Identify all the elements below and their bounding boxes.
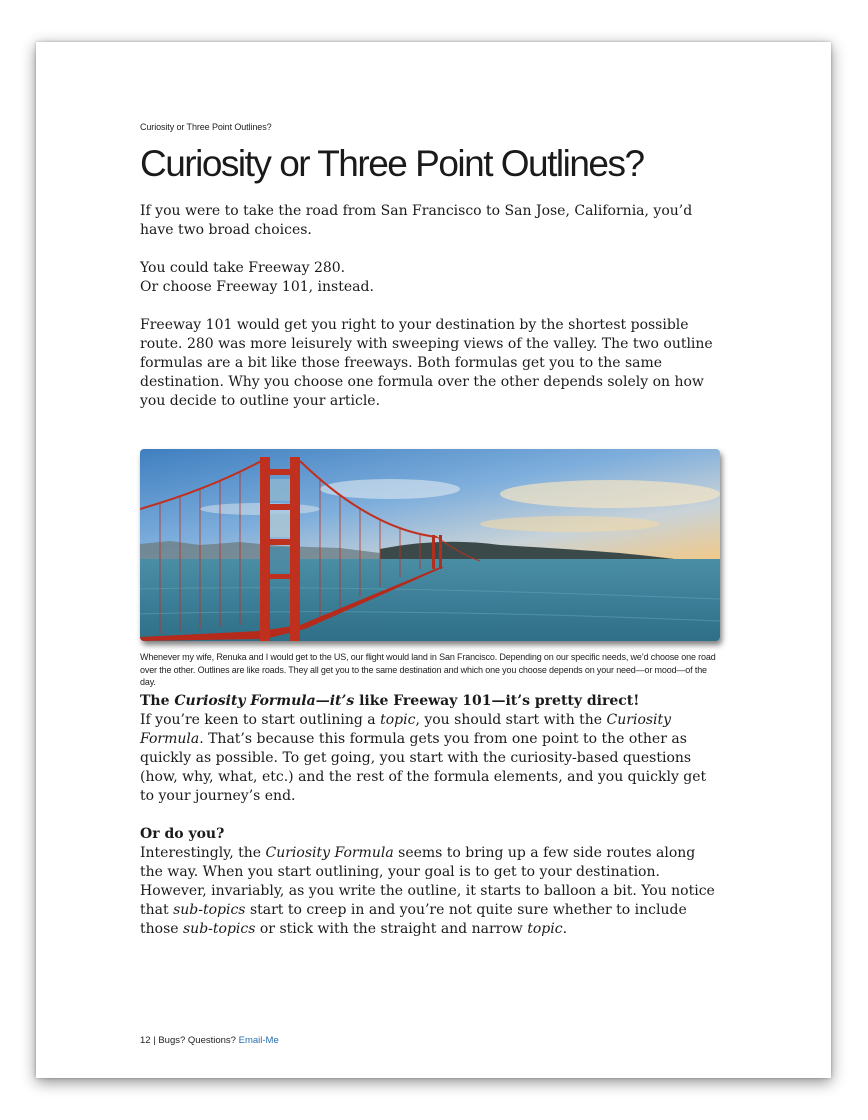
page-footer [140, 1035, 279, 1046]
figure-caption: Whenever my wife, Renuka and I would get to the US, our flight would land in San Francisco. Depending on our specific needs, we’d choose one road over the other. Outlines are like roads. They all get you to the same destination and which one you choose depends on your need—or mood—of the day. [140, 652, 716, 687]
section-heading-curiosity-formula [140, 692, 722, 711]
intro-line-freeway-101: Or choose Freeway 101, instead. [140, 279, 374, 295]
heading-italic: Curiosity Formula—it’s [174, 692, 355, 709]
intro-line-freeway-280: You could take Freeway 280. [140, 260, 346, 276]
bridge-illustration [140, 449, 720, 641]
intro-paragraph-3: Freeway 101 would get you right to your destination by the shortest possible route. 280 was more leisurely with sweeping views of the valley. The two outline formulas are a bit like those freeways. Both formulas get you to the same destination. Why you choose one formula over the other depends solely on how you decide to outline your article. [140, 317, 713, 409]
body-text: seems to bring up a few side routes along the way. When you start outlining, your goal is to get to your destination. However, invariably, as you write the outline, it starts to balloon a bit. You notice that [140, 844, 715, 918]
email-me-link[interactable]: Email-Me [238, 1035, 279, 1046]
body-italic: topic [527, 920, 563, 937]
document-page [36, 42, 831, 1078]
body-italic: topic [380, 711, 416, 728]
body-text: . [562, 920, 568, 937]
body-italic: sub-topics [173, 901, 246, 918]
body-text: or stick with the straight and narrow [255, 920, 528, 937]
intro-paragraph-1: If you were to take the road from San Francisco to San Jose, California, you’d have two broad choices. [140, 203, 693, 238]
body-text: If you’re keen to start outlining a [140, 711, 381, 728]
golden-gate-bridge-photo [140, 449, 720, 641]
intro-paragraph-2 [140, 259, 722, 297]
body-italic: sub-topics [183, 920, 256, 937]
footer-separator: | [150, 1035, 159, 1046]
section-heading-or-do-you: Or do you? [140, 825, 225, 842]
body-italic: Curiosity Formula [140, 711, 672, 747]
body-italic: Curiosity Formula [265, 844, 394, 861]
page-number: 12 [140, 1035, 151, 1046]
body-text: , you should start with the [415, 711, 607, 728]
footer-text: Bugs? Questions? [158, 1035, 239, 1046]
page-title: Curiosity or Three Point Outlines? [140, 143, 644, 184]
body-text: start to creep in and you’re not quite sure whether to include those [140, 901, 687, 937]
section-body-or-do-you [140, 844, 722, 939]
heading-text: like Freeway 101—it’s pretty direct! [354, 692, 640, 709]
body-text: Interestingly, the [140, 844, 266, 861]
heading-text: The [140, 692, 175, 709]
body-text: . That’s because this formula gets you from one point to the other as quickly as possible. To get going, you start with the curiosity-based questions (how, why, what, etc.) and the rest of the formula elements, and you quickly get to your journey’s end. [140, 730, 707, 804]
section-body-curiosity-formula [140, 711, 722, 806]
running-head: Curiosity or Three Point Outlines? [140, 122, 272, 132]
page-content [140, 122, 722, 958]
